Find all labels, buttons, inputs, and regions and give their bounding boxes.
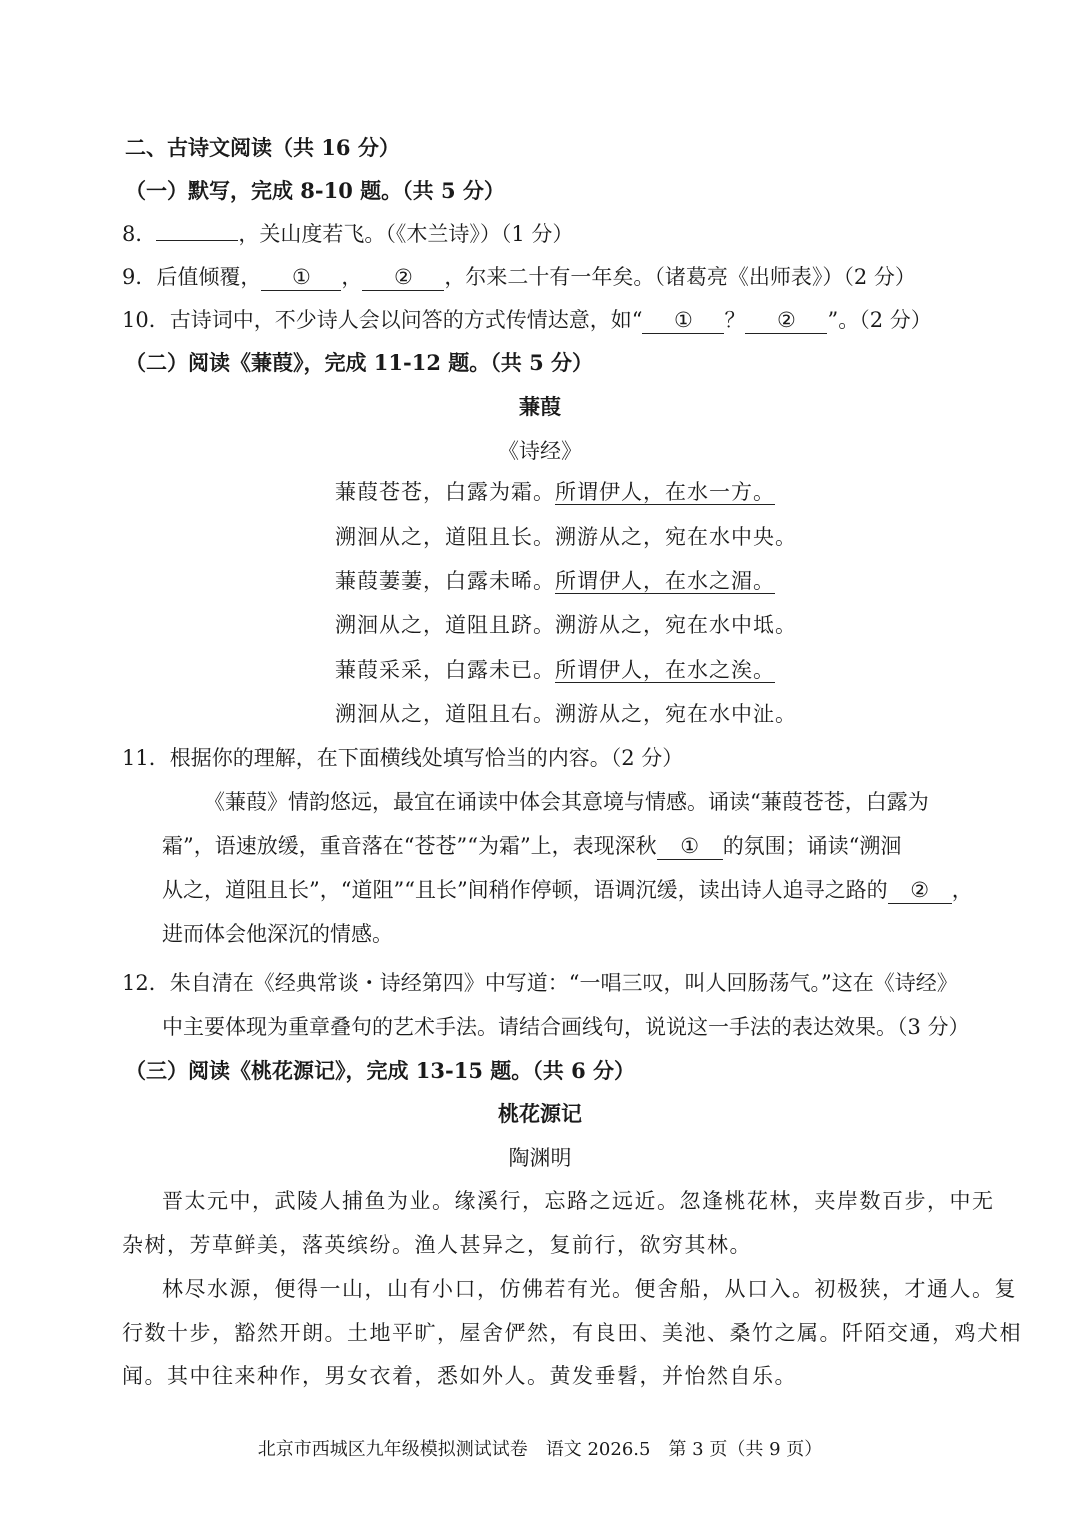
part3-heading: （三）阅读《桃花源记》，完成 13-15 题。（共 6 分） <box>125 1058 636 1083</box>
q11-para-line-2 <box>162 831 901 861</box>
poem-line-3-a: 蒹葭萋萋，白露未晞。 <box>335 569 555 593</box>
poem-line-6 <box>335 699 797 729</box>
q11-para-line-3 <box>162 875 973 905</box>
question-10 <box>122 305 932 335</box>
story-line-1: 晋太元中，武陵人捕鱼为业。缘溪行，忘路之远近。忽逢桃花林，夹岸数百步，中无 <box>162 1189 995 1213</box>
q12-line-2: 中主要体现为重章叠句的艺术手法。请结合画线句，说说这一手法的表达效果。（3 分） <box>162 1015 970 1039</box>
q9-text-before: 9．后值倾覆， <box>122 265 262 289</box>
poem-line-1-underlined: 所谓伊人，在水一方。 <box>555 480 775 504</box>
poem-line-2 <box>335 522 797 552</box>
q10-text-after: ”。（2 分） <box>827 308 932 332</box>
poem-line-1 <box>335 477 775 507</box>
q9-text-mid: ， <box>341 265 363 289</box>
poem-line-6-a: 溯洄从之，道阻且右。溯游从之，宛在水中沚。 <box>335 702 797 726</box>
q9-blank-2: ② <box>362 264 444 291</box>
part1-heading: （一）默写，完成 8-10 题。（共 5 分） <box>125 178 505 203</box>
q11-blank-2: ② <box>888 877 952 904</box>
story-author: 陶渊明 <box>508 1146 572 1170</box>
story-title: 桃花源记 <box>498 1101 582 1126</box>
poem-line-4 <box>335 610 797 640</box>
poem-line-1-a: 蒹葭苍苍，白露为霜。 <box>335 480 555 504</box>
poem-line-5-underlined: 所谓伊人，在水之涘。 <box>555 658 775 682</box>
story-line-2: 杂树，芳草鲜美，落英缤纷。渔人甚异之，复前行，欲穷其林。 <box>122 1233 752 1257</box>
story-line-4: 行数十步，豁然开朗。土地平旷，屋舍俨然，有良田、美池、桑竹之属。阡陌交通，鸡犬相 <box>122 1321 1022 1345</box>
poem-line-5 <box>335 655 775 685</box>
q12-line-1: 12．朱自清在《经典常谈・诗经第四》中写道：“一唱三叹，叫人回肠荡气。”这在《诗经》 <box>122 971 958 995</box>
q11-para-line-1: 《蒹葭》情韵悠远，最宜在诵读中体会其意境与情感。诵读“蒹葭苍苍，白露为 <box>204 790 929 814</box>
poem-line-5-a: 蒹葭采采，白露未已。 <box>335 658 555 682</box>
q11-para-line-4: 进而体会他深沉的情感。 <box>162 922 393 946</box>
q10-text-mid: ？ <box>724 308 746 332</box>
story-line-3: 林尽水源，便得一山，山有小口，仿佛若有光。便舍船，从口入。初极狭，才通人。复 <box>162 1277 1017 1301</box>
poem-title: 蒹葭 <box>519 394 561 419</box>
poem-line-3 <box>335 566 775 596</box>
q11-text: 从之，道阻且长”，“道阻”“且长”间稍作停顿，语调沉缓，读出诗人追寻之路的 <box>162 878 888 902</box>
q10-text-before: 10．古诗词中，不少诗人会以问答的方式传情达意，如“ <box>122 308 643 332</box>
question-9 <box>122 262 916 292</box>
part2-heading: （二）阅读《蒹葭》，完成 11-12 题。（共 5 分） <box>125 350 594 375</box>
q9-blank-1: ① <box>261 264 341 291</box>
q10-blank-2: ② <box>745 307 827 334</box>
poem-source: 《诗经》 <box>498 439 582 463</box>
q11-blank-1: ① <box>657 833 723 860</box>
q11-text: ， <box>951 878 973 902</box>
q8-text: ，关山度若飞。（《木兰诗》）（1 分） <box>238 222 574 246</box>
q11-stem: 11．根据你的理解，在下面横线处填写恰当的内容。（2 分） <box>122 746 684 770</box>
story-line-5: 闻。其中往来种作，男女衣着，悉如外人。黄发垂髫，并怡然自乐。 <box>122 1364 797 1388</box>
question-8 <box>122 219 573 249</box>
poem-line-3-underlined: 所谓伊人，在水之湄。 <box>555 569 775 593</box>
q8-number: 8． <box>122 222 157 246</box>
q11-text: 的氛围；诵读“溯洄 <box>722 834 902 858</box>
q8-blank <box>156 240 238 241</box>
poem-line-2-a: 溯洄从之，道阻且长。溯游从之，宛在水中央。 <box>335 525 797 549</box>
poem-line-4-a: 溯洄从之，道阻且跻。溯游从之，宛在水中坻。 <box>335 613 797 637</box>
q10-blank-1: ① <box>642 307 724 334</box>
page-footer: 北京市西城区九年级模拟测试试卷 语文 2026.5 第 3 页（共 9 页） <box>257 1439 823 1460</box>
q9-text-after: ，尔来二十有一年矣。（诸葛亮《出师表》）（2 分） <box>444 265 916 289</box>
q11-text: 霜”，语速放缓，重音落在“苍苍”“为霜”上，表现深秋 <box>162 834 657 858</box>
section-title: 二、古诗文阅读（共 16 分） <box>125 135 400 160</box>
